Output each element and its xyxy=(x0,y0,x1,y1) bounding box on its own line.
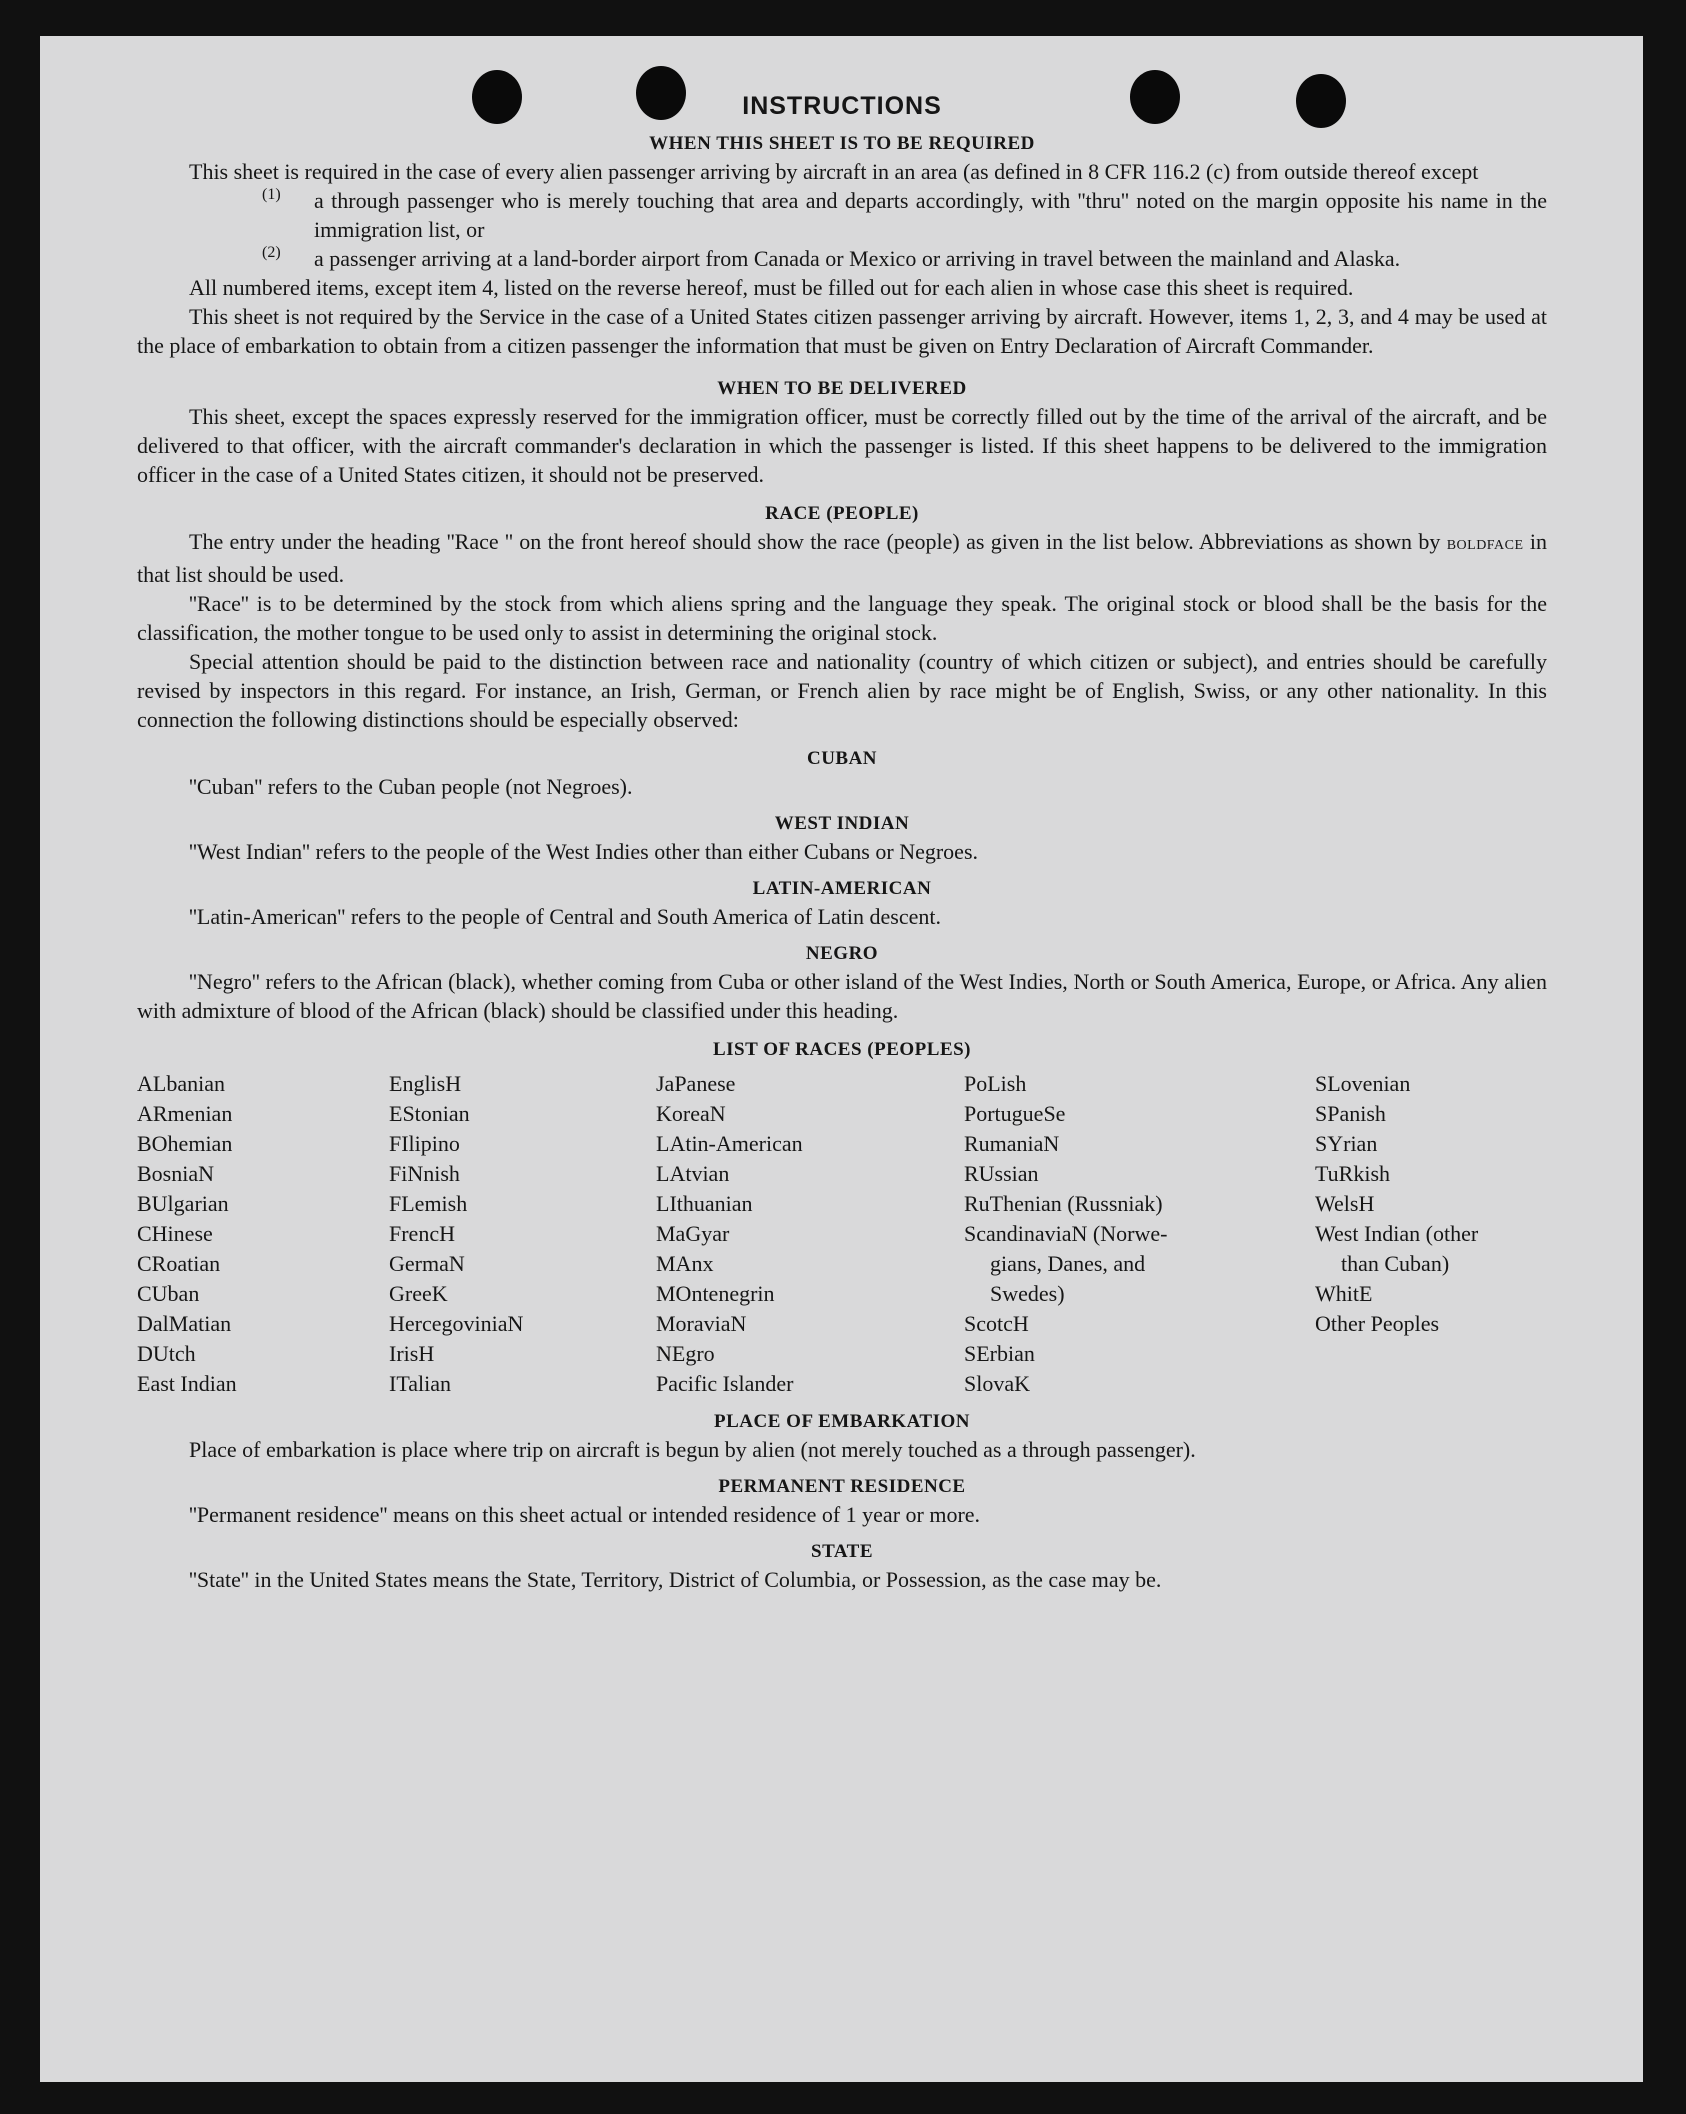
section-heading-when-required: WHEN THIS SHEET IS TO BE REQUIRED xyxy=(649,133,1035,154)
race-item: Swedes) xyxy=(990,1281,1065,1306)
race-item: IrisH xyxy=(389,1341,435,1366)
section-heading-list-of-races: LIST OF RACES (PEOPLES) xyxy=(712,1039,972,1060)
paragraph: This sheet is required in the case of every alien passenger arriving by aircraft in an area (as defined in 8 CFR 116.2 (c) from outside thereof except xyxy=(189,159,1479,184)
race-item: Other Peoples xyxy=(1315,1311,1440,1336)
race-item: MoraviaN xyxy=(656,1311,747,1336)
race-item: FiNnish xyxy=(389,1161,460,1186)
race-item: BosniaN xyxy=(137,1161,214,1186)
section-heading-residence: PERMANENT RESIDENCE xyxy=(718,1476,966,1497)
race-item: ScotcH xyxy=(964,1311,1029,1336)
races-column xyxy=(137,1069,389,1399)
race-item: MaGyar xyxy=(656,1221,730,1246)
race-item: gians, Danes, and xyxy=(990,1251,1146,1276)
race-item: GreeK xyxy=(389,1281,448,1306)
text-run: The entry under the heading ''Race '' on the front hereof should show the race (people) as given in the list below. Abbreviations as shown by xyxy=(189,529,1441,554)
paragraph: ''State'' in the United States means the State, Territory, District of Columbia, or Possession, as the case may be. xyxy=(189,1567,1162,1592)
race-item: RumaniaN xyxy=(964,1131,1060,1156)
race-item: NEgro xyxy=(656,1341,715,1366)
document-sheet xyxy=(40,36,1643,2082)
paragraph: This sheet is not required by the Service in the case of a United States citizen passenger arriving by aircraft. However, items 1, 2, 3, and 4 may be used at the place of embarkation to obtain from a citizen passenger the information that must be given on Entry Declaration of Aircraft Commander. xyxy=(137,304,1547,358)
race-item: HercegoviniaN xyxy=(389,1311,524,1336)
races-column xyxy=(1315,1069,1547,1399)
races-list xyxy=(137,1069,1547,1399)
smallcaps-term: BOLDFACE xyxy=(1446,538,1524,553)
race-item: ALbanian xyxy=(137,1071,225,1096)
text-run: in that list should be used. xyxy=(137,529,1548,587)
race-item: Pacific Islander xyxy=(656,1371,794,1396)
race-item: MAnx xyxy=(656,1251,714,1276)
paragraph: ''West Indian'' refers to the people of the West Indies other than either Cubans or Negroes. xyxy=(189,839,979,864)
item-text: a passenger arriving at a land-border airport from Canada or Mexico or arriving in travel between the mainland and Alaska. xyxy=(314,246,1401,271)
races-column xyxy=(389,1069,656,1399)
paragraph xyxy=(137,527,1547,589)
race-item: FIlipino xyxy=(389,1131,460,1156)
item-text: a through passenger who is merely touching that area and departs accordingly, with ''thru'' noted on the margin opposite his name in the immigration list, or xyxy=(314,188,1547,242)
race-item: LIthuanian xyxy=(656,1191,753,1216)
race-item: JaPanese xyxy=(656,1071,736,1096)
race-item: BUlgarian xyxy=(137,1191,229,1216)
page-title: INSTRUCTIONS xyxy=(742,92,942,120)
paragraph: Special attention should be paid to the distinction between race and nationality (country of which citizen or subject), and entries should be carefully revised by inspectors in this regard. For instance, an Irish, German, or French alien by race might be of English, Swiss, or any other nationality. In this connection the following distinctions should be especially observed: xyxy=(137,649,1547,732)
race-item: ARmenian xyxy=(137,1101,233,1126)
numbered-item xyxy=(137,244,1547,273)
race-item: LAtvian xyxy=(656,1161,730,1186)
section-heading-west-indian: WEST INDIAN xyxy=(774,813,910,834)
paragraph: ''Negro'' refers to the African (black), whether coming from Cuba or other island of the West Indies, North or South America, Europe, or Africa. Any alien with admixture of blood of the African (black) should be classified under this heading. xyxy=(137,969,1547,1023)
paragraph: All numbered items, except item 4, listed on the reverse hereof, must be filled out for each alien in whose case this sheet is required. xyxy=(189,275,1354,300)
race-item: SErbian xyxy=(964,1341,1035,1366)
races-column xyxy=(656,1069,964,1399)
race-item: KoreaN xyxy=(656,1101,726,1126)
race-item: RUssian xyxy=(964,1161,1039,1186)
paragraph: ''Race'' is to be determined by the stock from which aliens spring and the language they speak. The original stock or blood shall be the basis for the classification, the mother tongue to be used only to assist in determining the original stock. xyxy=(137,591,1547,645)
section-heading-cuban: CUBAN xyxy=(806,748,878,769)
race-item: SLovenian xyxy=(1315,1071,1411,1096)
numbered-item xyxy=(137,186,1547,244)
race-item: EnglisH xyxy=(389,1071,462,1096)
race-item: ITalian xyxy=(389,1371,451,1396)
race-item: CHinese xyxy=(137,1221,213,1246)
race-item: ScandinaviaN (Norwe- xyxy=(964,1221,1168,1246)
section-heading-negro: NEGRO xyxy=(805,943,879,964)
race-item: SYrian xyxy=(1315,1131,1378,1156)
race-item: than Cuban) xyxy=(1341,1251,1450,1276)
race-item: West Indian (other xyxy=(1315,1221,1479,1246)
race-item: GermaN xyxy=(389,1251,465,1276)
race-item: RuThenian (Russniak) xyxy=(964,1191,1163,1216)
race-item: FrencH xyxy=(389,1221,455,1246)
paragraph: Place of embarkation is place where trip on aircraft is begun by alien (not merely touched as a through passenger). xyxy=(189,1437,1196,1462)
race-item: WelsH xyxy=(1315,1191,1375,1216)
race-item: WhitE xyxy=(1315,1281,1373,1306)
race-item: TuRkish xyxy=(1315,1161,1391,1186)
section-heading-latin-american: LATIN-AMERICAN xyxy=(752,878,932,899)
section-heading-when-delivered: WHEN TO BE DELIVERED xyxy=(717,378,967,399)
paragraph: ''Cuban'' refers to the Cuban people (not Negroes). xyxy=(189,774,633,799)
section-heading-state: STATE xyxy=(811,1541,873,1562)
paragraph: ''Permanent residence'' means on this sheet actual or intended residence of 1 year or more. xyxy=(189,1502,981,1527)
document-content xyxy=(137,88,1547,1594)
races-column xyxy=(964,1069,1315,1399)
section-heading-embarkation: PLACE OF EMBARKATION xyxy=(714,1411,970,1432)
race-item: EStonian xyxy=(389,1101,470,1126)
race-item: LAtin-American xyxy=(656,1131,803,1156)
section-heading-race: RACE (PEOPLE) xyxy=(765,503,919,524)
race-item: CRoatian xyxy=(137,1251,221,1276)
race-item: DUtch xyxy=(137,1341,196,1366)
paragraph: This sheet, except the spaces expressly reserved for the immigration officer, must be correctly filled out by the time of the arrival of the aircraft, and be delivered to that officer, with the aircraft commander's declaration in which the passenger is listed. If this sheet happens to be delivered to the immigration officer in the case of a United States citizen, it should not be preserved. xyxy=(137,404,1547,487)
race-item: East Indian xyxy=(137,1371,237,1396)
paragraph: ''Latin-American'' refers to the people of Central and South America of Latin descent. xyxy=(189,904,941,929)
race-item: SPanish xyxy=(1315,1101,1386,1126)
race-item: CUban xyxy=(137,1281,200,1306)
race-item: DalMatian xyxy=(137,1311,232,1336)
item-number: (2) xyxy=(262,244,281,261)
race-item: MOntenegrin xyxy=(656,1281,775,1306)
race-item: FLemish xyxy=(389,1191,468,1216)
race-item: BOhemian xyxy=(137,1131,233,1156)
race-item: PortugueSe xyxy=(964,1101,1066,1126)
race-item: SlovaK xyxy=(964,1371,1030,1396)
item-number: (1) xyxy=(262,186,281,203)
race-item: PoLish xyxy=(964,1071,1027,1096)
